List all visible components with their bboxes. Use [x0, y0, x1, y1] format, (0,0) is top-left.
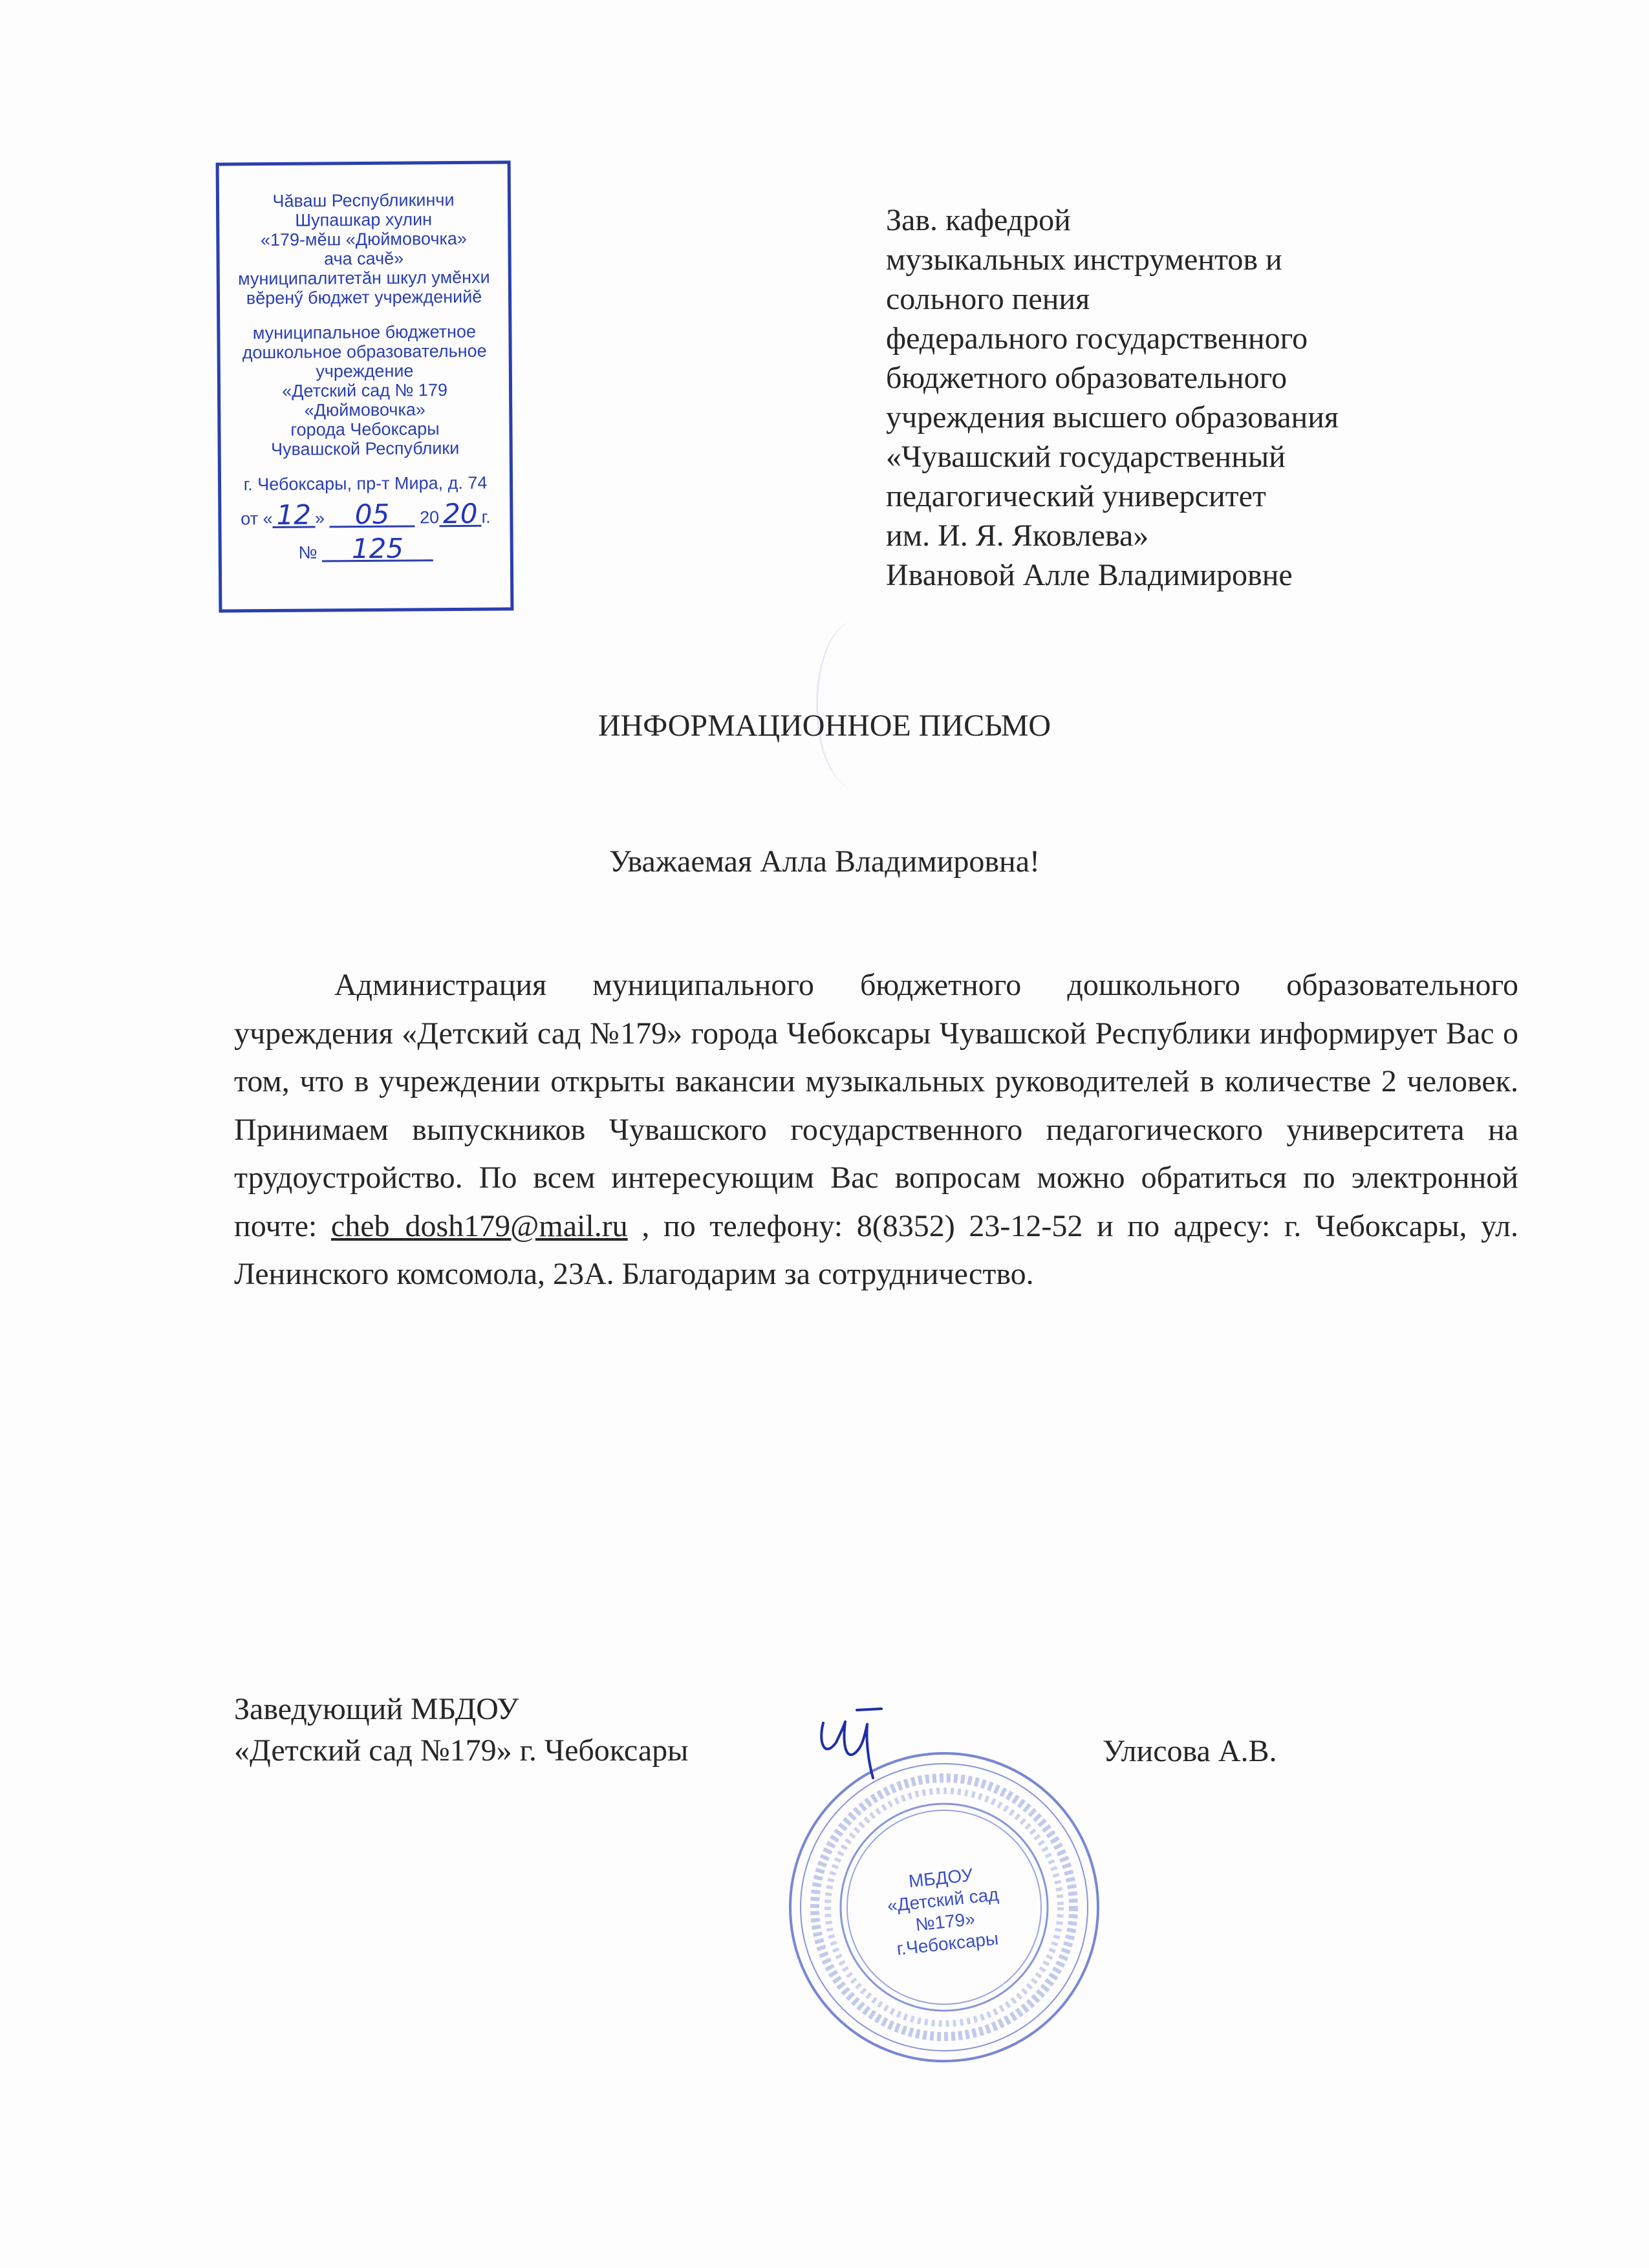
- document-title: ИНФОРМАЦИОННОЕ ПИСЬМО: [598, 709, 1051, 743]
- signature-title-line: Заведующий МБДОУ: [234, 1692, 519, 1726]
- addressee-line: сольного пения: [886, 282, 1090, 316]
- stamp-line: муниципальное бюджетное: [252, 321, 477, 343]
- body-text-start: Администрация муниципального бюджетного дошкольного образовательного учреждения «Детский сад №179» города Чебоксары Чувашской Республики информирует Вас о том, что в учреждении открыты вакансии музыкальных руководителей в количестве 2 человек. Принимаем выпускников Чувашского государственного педагогического университета на трудоустройство. По всем интересующим Вас вопросам можно обратиться по электронной почте:: [234, 968, 1518, 1243]
- addressee-line: педагогический университет: [886, 479, 1266, 513]
- stamp-line: муниципалитетăн шкул умĕнхи: [237, 267, 490, 289]
- addressee-line: музыкальных инструментов и: [886, 242, 1282, 277]
- seal-center-text: [875, 1861, 1013, 1962]
- addressee-line: федерального государственного: [886, 321, 1308, 356]
- seal-line: «Детский сад: [886, 1884, 1000, 1916]
- stamp-line: «Дюймовочка»: [304, 400, 426, 420]
- stamp-line: ача сачĕ»: [323, 248, 404, 269]
- addressee-line: Зав. кафедрой: [886, 203, 1071, 237]
- stamp-date-prefix: от «: [241, 508, 273, 529]
- body-text-end: , по телефону: 8(8352) 23-12-52 и по адресу: г. Чебоксары, ул. Ленинского комсомола, 23А. Благодарим за сотрудничество.: [234, 1208, 1519, 1291]
- addressee-line: учреждения высшего образования: [886, 400, 1339, 434]
- email-link[interactable]: cheb_dosh179@mail.ru: [330, 1208, 628, 1243]
- letter-body: [234, 961, 1518, 1299]
- handwritten-signature: [805, 1697, 896, 1788]
- letterhead-stamp: [216, 160, 514, 612]
- stamp-address: г. Чебоксары, пр-т Мира, д. 74: [243, 473, 488, 495]
- faint-seal-mark: [816, 621, 896, 789]
- stamp-date-mid: »: [314, 508, 325, 528]
- stamp-number-row: [230, 532, 502, 565]
- seal-line: №179»: [914, 1909, 976, 1935]
- stamp-line: вĕренӳ бюджет учрежденийĕ: [246, 286, 482, 308]
- stamp-line: Чувашской Республики: [270, 438, 460, 460]
- stamp-number: 125: [322, 537, 433, 562]
- stamp-line: «Детский сад № 179: [282, 380, 448, 401]
- stamp-date-month: 05: [329, 503, 415, 528]
- stamp-line: города Чебоксары: [290, 419, 440, 440]
- addressee-block: [886, 200, 1597, 595]
- stamp-line: «179-мĕш «Дюймовочка»: [260, 228, 467, 250]
- addressee-line: «Чувашский государственный: [886, 440, 1286, 474]
- stamp-date-year: 20: [439, 503, 482, 527]
- addressee-line: им. И. Я. Яковлева»: [886, 519, 1149, 553]
- salutation: Уважаемая Алла Владимировна!: [609, 844, 1040, 879]
- stamp-date-row: [229, 497, 502, 531]
- signature-title-line: «Детский сад №179» г. Чебоксары: [234, 1733, 689, 1768]
- seal-line: МБДОУ: [907, 1865, 974, 1892]
- stamp-number-prefix: №: [298, 542, 318, 562]
- stamp-date-year-prefix: 20: [419, 508, 440, 528]
- stamp-line: Шупашкар хулин: [295, 209, 433, 230]
- addressee-line: бюджетного образовательного: [886, 361, 1288, 395]
- stamp-date-suffix: г.: [481, 507, 491, 527]
- stamp-date-day: 12: [272, 504, 315, 528]
- signer-name: Улисова А.В.: [1103, 1734, 1277, 1768]
- stamp-line: дошкольное образовательное: [242, 341, 487, 363]
- stamp-line: учреждение: [316, 361, 414, 381]
- signature-title: [234, 1689, 688, 1771]
- seal-line: г.Чебоксары: [896, 1928, 1000, 1959]
- addressee-line: Ивановой Алле Владимировне: [886, 558, 1293, 592]
- stamp-line: Чăваш Республикинчи: [272, 190, 455, 211]
